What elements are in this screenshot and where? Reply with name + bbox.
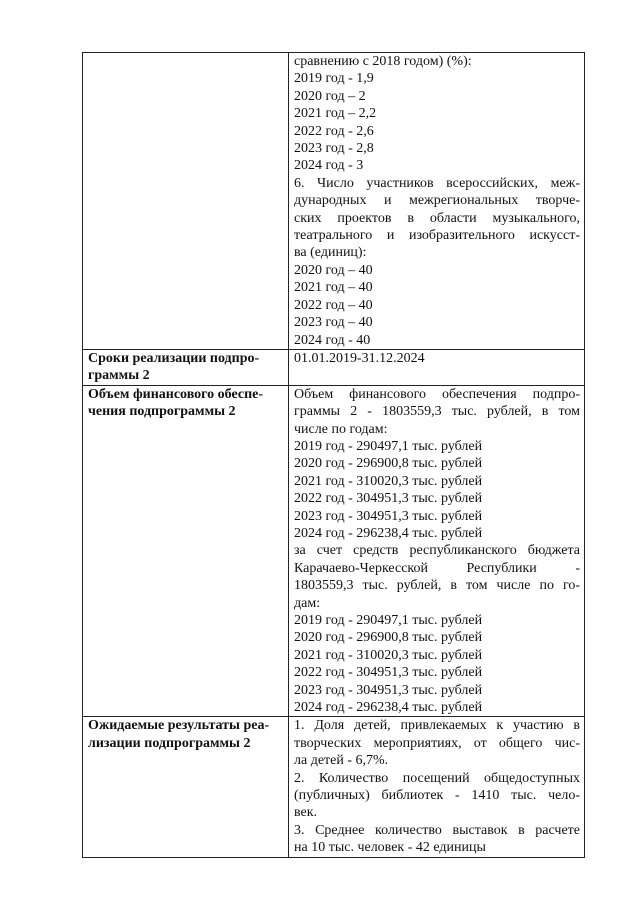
text-line: творческих мероприятиях, от общего чис- <box>294 735 580 751</box>
table-row-top <box>83 53 585 350</box>
text-line: (публичных) библиотек - 1410 тыс. чело- <box>294 788 580 804</box>
text-line: 2020 год – 40 <box>294 262 373 278</box>
text-line: 6. Число участников всероссийских, меж- <box>294 175 580 191</box>
finance-label-cell <box>83 385 289 717</box>
text-line: 2020 год – 2 <box>294 88 366 104</box>
text-line: числе по годам: <box>294 421 388 437</box>
text-line: 2023 год – 40 <box>294 315 373 331</box>
text-line: 2021 год – 2,2 <box>294 106 377 122</box>
text-line: 1803559,3 тыс. рублей, в том числе по го- <box>294 578 580 594</box>
text-line: 2024 год - 40 <box>294 332 371 348</box>
text-line: 2019 год - 290497,1 тыс. рублей <box>294 438 483 454</box>
indicator-values-cell <box>289 53 585 350</box>
row-label-line: Ожидаемые результаты реа- <box>88 718 270 734</box>
text-line: век. <box>294 805 318 821</box>
row-label-line: граммы 2 <box>88 368 150 384</box>
terms-value: 01.01.2019-31.12.2024 <box>294 350 425 366</box>
text-line: 2021 год - 310020,3 тыс. рублей <box>294 473 483 489</box>
text-line: 2022 год - 304951,3 тыс. рублей <box>294 665 483 681</box>
text-line: 2. Количество посещений общедоступных <box>294 770 580 786</box>
row-label-line: лизации подпрограммы 2 <box>88 735 251 751</box>
text-line: за счет средств республиканского бюджета <box>294 543 580 559</box>
text-line: Объем финансового обеспечения подпро- <box>294 386 580 402</box>
empty-label-cell <box>83 53 289 350</box>
text-line: 2019 год - 290497,1 тыс. рублей <box>294 613 483 628</box>
text-line: 3. Среднее количество выставок в расчете <box>294 822 580 838</box>
text-line: ва (единиц): <box>294 245 367 261</box>
text-line: 2022 год – 40 <box>294 297 373 313</box>
text-line: 2023 год - 304951,3 тыс. рублей <box>294 508 483 524</box>
text-line: 2023 год - 2,8 <box>294 141 374 157</box>
table-row-terms <box>83 349 585 385</box>
text-line: 2019 год - 1,9 <box>294 71 374 87</box>
text-line: 2021 год – 40 <box>294 280 373 296</box>
passport-table <box>82 52 585 858</box>
text-line: 2024 год - 3 <box>294 158 364 174</box>
row-label-line: чения подпрограммы 2 <box>88 404 236 420</box>
terms-value-cell <box>289 349 585 385</box>
text-line: 2022 год - 2,6 <box>294 123 374 139</box>
text-line: граммы 2 - 1803559,3 тыс. рублей, в том <box>294 404 580 420</box>
text-line: 2021 год - 310020,3 тыс. рублей <box>294 647 483 663</box>
text-line: дународных и межрегиональных творче- <box>294 193 580 209</box>
text-line: Карачаево-Черкесской Республики - <box>294 560 580 576</box>
text-line: ла детей - 6,7%. <box>294 753 389 769</box>
text-line: на 10 тыс. человек - 42 единицы <box>294 840 486 856</box>
text-line: 2020 год - 296900,8 тыс. рублей <box>294 630 483 646</box>
table-row-results <box>83 717 585 857</box>
text-line: 2023 год - 304951,3 тыс. рублей <box>294 682 483 698</box>
text-line: театрального и изобразительного искусст- <box>294 228 580 244</box>
text-line: 2024 год - 296238,4 тыс. рублей <box>294 700 483 716</box>
terms-label-cell <box>83 349 289 385</box>
text-line: 2024 год - 296238,4 тыс. рублей <box>294 525 483 541</box>
text-line: 1. Доля детей, привлекаемых к участию в <box>294 718 580 734</box>
text-line: ских проектов в области музыкального, <box>294 210 580 226</box>
finance-value-cell <box>289 385 585 717</box>
text-line: сравнению с 2018 годом) (%): <box>294 54 472 69</box>
row-label-line: Сроки реализации подпро- <box>88 350 260 366</box>
row-label-line: Объем финансового обеспе- <box>88 386 264 402</box>
text-line: дам: <box>294 595 321 611</box>
table-row-finance <box>83 385 585 717</box>
results-value-cell <box>289 717 585 857</box>
text-line: 2020 год - 296900,8 тыс. рублей <box>294 456 483 472</box>
results-label-cell <box>83 717 289 857</box>
text-line: 2022 год - 304951,3 тыс. рублей <box>294 491 483 507</box>
